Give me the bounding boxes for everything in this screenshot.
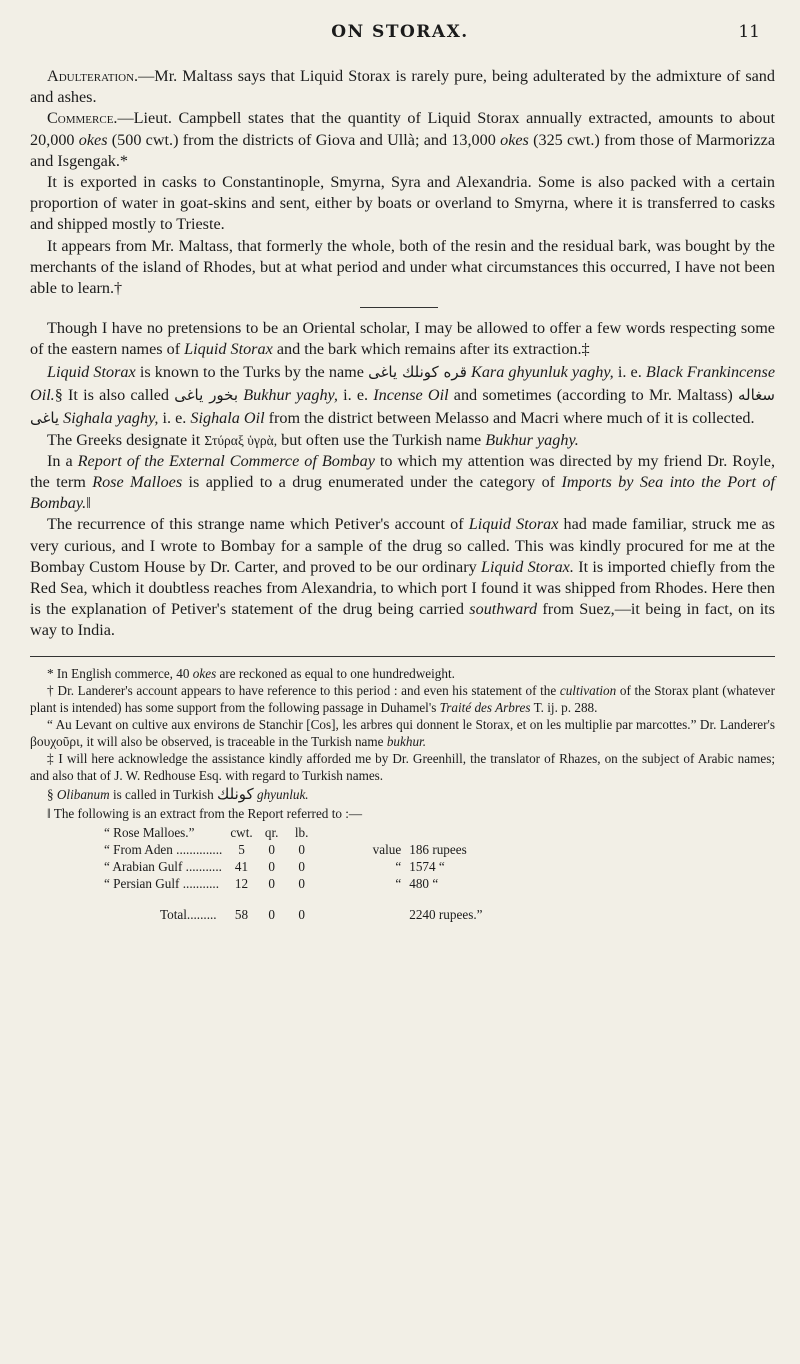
footnotes	[30, 665, 775, 923]
paragraph-turkish-names: Liquid Storax is known to the Turks by the name قره كونلك ياغى Kara ghyunluk yaghy, i. e. Black Frankincense Oil.§ It is also called بخور ياغى Bukhur yaghy, i. e. Incense Oil and sometimes (according to Mr. Maltass) سغاله ياغى Sighala yaghy, i. e. Sighala Oil from the district between Melasso and Macri where much of it is collected.	[30, 362, 776, 427]
running-title: ON STORAX.	[331, 22, 469, 42]
ledger-row: “ From Aden .............. 5 0 0 value 186 rupees	[104, 841, 467, 857]
paragraph-oriental: Though I have no pretensions to be an Oriental scholar, I may be allowed to offer a few words respecting some of the eastern names of Liquid Storax and the bark which remains after its extraction.‡	[30, 319, 775, 359]
ledger-total-row: Total......... 58 0 0 2240 rupees.”	[160, 906, 483, 922]
arabic-sighala: سغاله ياغى	[30, 385, 776, 427]
footnote-1: * In English commerce, 40 okes are reckoned as equal to one hundredweight.	[47, 665, 455, 681]
ledger-row: “ Persian Gulf ........... 12 0 0 “ 480 “	[104, 875, 439, 891]
ledger-row: “ Arabian Gulf ........... 41 0 0 “ 1574 “	[104, 858, 445, 874]
paragraph-exported: It is exported in casks to Constantinople, Smyrna, Syra and Alexandria. Some is also packed with a certain proportion of water in goat-skins and sent, either by boats or overland to Smyrna, where it is transferred to casks and shipped mostly to Trieste.	[30, 173, 775, 234]
footnote-4: § Olibanum is called in Turkish كونلك ghyunluk.	[47, 784, 309, 803]
section-label-adulteration: Adulteration.	[47, 67, 139, 85]
footnote-2-quote: “ Au Levant on cultive aux environs de Stanchir [Cos], les arbres qui donnent le Storax, et on les multiplie par marcottes.” Dr. Landerer's βουχοῦρι, it will also be observed, is traceable in the Turkish name bukhur.	[30, 716, 775, 749]
arabic-kara-ghyunluk: قره كونلك ياغى	[368, 362, 467, 381]
arabic-ghyunluk: كونلك	[216, 784, 254, 803]
import-ledger	[100, 824, 775, 923]
body-text	[30, 66, 775, 923]
ledger-table	[100, 824, 486, 923]
footnote-2: † Dr. Landerer's account appears to have reference to this period : and even his statement of the cultivation of the Storax plant (whatever plant is intended) has some support from the following passage in Duhamel's Traité des Arbres T. ij. p. 288.	[30, 682, 775, 715]
footnote-3: ‡ I will here acknowledge the assistance kindly afforded me by Dr. Greenhill, the translator of Rhazes, on the subject of Arabic names; and also that of J. W. Redhouse Esq. with regard to Turkish names.	[30, 750, 775, 783]
footnote-5: ‖ The following is an extract from the Report referred to :—	[47, 805, 363, 821]
section-divider	[360, 307, 438, 308]
section-label-commerce: Commerce.	[47, 109, 118, 128]
page-header	[0, 22, 800, 52]
arabic-bukhur: بخور ياغى	[174, 385, 239, 404]
page-number: 11	[738, 22, 760, 42]
paragraph-adulteration: Adulteration.—Mr. Maltass says that Liquid Storax is rarely pure, being adulterated by the admixture of sand and ashes.	[30, 67, 775, 107]
greek-styrax: Στύραξ ὑγρὰ,	[204, 432, 278, 448]
paragraph-report: In a Report of the External Commerce of Bombay to which my attention was directed by my friend Dr. Royle, the term Rose Malloes is applied to a drug enumerated under the category of Imports by Sea into the Port of Bombay.‖	[30, 451, 776, 513]
ledger-header-row: “ Rose Malloes.” cwt. qr. lb.	[104, 824, 309, 840]
paragraph-recurrence: The recurrence of this strange name which Petiver's account of Liquid Storax had made familiar, struck me as very curious, and I wrote to Bombay for a sample of the drug so called. This was kindly procured for me at the Bombay Custom House by Dr. Carter, and proved to be our ordinary Liquid Storax. It is imported chiefly from the Red Sea, which it doubtless reaches from Alexandria, to which port I found it was shipped from Rhodes. Here then is the explanation of Petiver's statement of the drug being carried southward from Suez,—it being in fact, on its way to India.	[30, 515, 775, 640]
footnote-divider	[30, 656, 775, 657]
paragraph-greeks: The Greeks designate it Στύραξ ὑγρὰ, but often use the Turkish name Bukhur yaghy.	[47, 430, 579, 449]
paragraph-rhodes: It appears from Mr. Maltass, that formerly the whole, both of the resin and the residual bark, was bought by the merchants of the island of Rhodes, but at what period and under what circumstances this occurred, I have not been able to learn.†	[30, 236, 775, 298]
paragraph-commerce: Commerce.—Lieut. Campbell states that the quantity of Liquid Storax annually extracted, amounts to about 20,000 okes (500 cwt.) from the districts of Giova and Ullà; and 13,000 okes (325 cwt.) from those of Marmorizza and Isgengak.*	[30, 109, 776, 170]
